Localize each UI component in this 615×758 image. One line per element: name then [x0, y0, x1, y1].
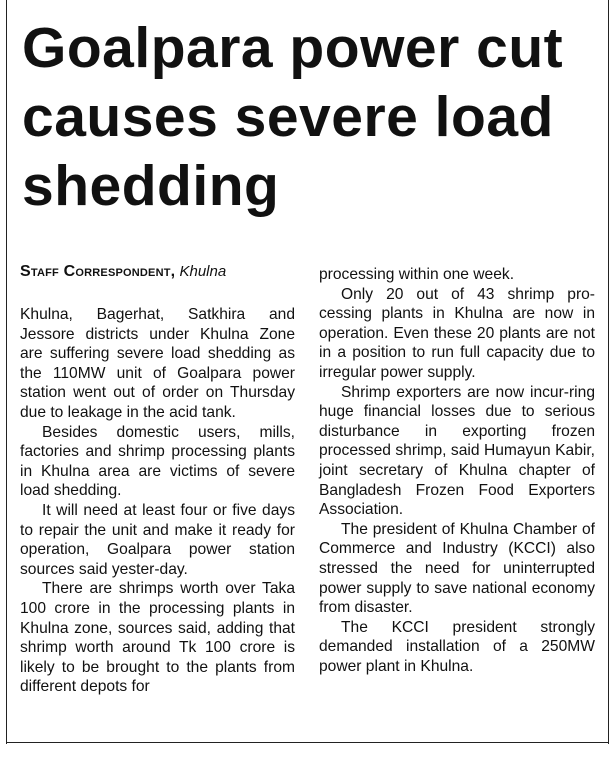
article-column-2 — [319, 265, 595, 676]
paragraph: Khulna, Bagerhat, Satkhira and Jessore districts under Khulna Zone are suffering severe load shedding as the 110MW unit of Goalpara power station went out of order on Thursday due to leakage in the acid tank. — [20, 306, 295, 421]
bottom-rule — [6, 742, 609, 743]
byline-name: Staff Correspondent, — [20, 263, 176, 280]
paragraph: The president of Khulna Chamber of Commerce and Industry (KCCI) also stressed the need for uninterrupted power supply to save national economy from disaster. — [319, 520, 595, 617]
right-column-rule — [608, 0, 609, 744]
paragraph: The KCCI president strongly demanded installation of a 250MW power plant in Khulna. — [319, 618, 595, 675]
paragraph: processing within one week. — [319, 266, 515, 283]
byline — [20, 262, 310, 282]
left-column-rule — [6, 0, 7, 744]
paragraph: Only 20 out of 43 shrimp pro-cessing plants in Khulna are now in operation. Even these 20 plants are not in a position to run full capacity due to irregular power supply. — [319, 285, 595, 381]
headline: Goalpara power cut causes severe load shedding — [22, 16, 564, 218]
article-column-1 — [20, 305, 295, 697]
paragraph: Besides domestic users, mills, factories and shrimp processing plants in Khulna area are victims of severe load shedding. — [20, 423, 295, 500]
byline-place: Khulna — [179, 263, 227, 280]
paragraph: It will need at least four or five days to repair the unit and make it ready for operation, Goalpara power station sources said yester-day. — [20, 501, 295, 578]
paragraph: Shrimp exporters are now incur-ring huge financial losses due to serious disturbance in exporting frozen processed shrimp, said Humayun Kabir, joint secretary of Khulna chapter of Bangladesh Frozen Food Exporters Association. — [319, 383, 595, 519]
paragraph: There are shrimps worth over Taka 100 crore in the processing plants in Khulna zone, sources said, adding that shrimp worth around Tk 100 crore is likely to be brought to the plants from different depots for — [20, 580, 295, 696]
